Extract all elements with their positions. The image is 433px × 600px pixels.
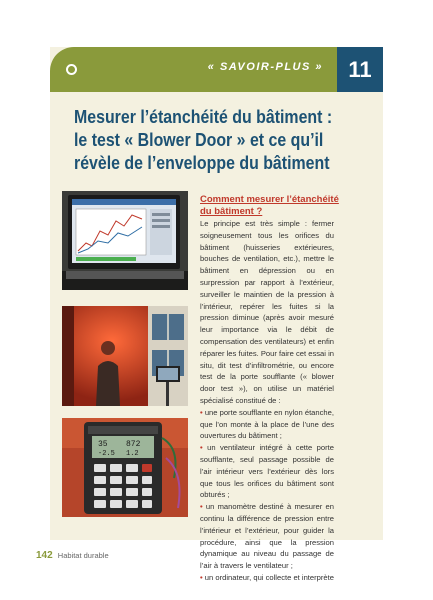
bullet-icon: • [200,572,203,582]
heading-line: Comment mesurer l’étanchéité [200,194,339,205]
manometer-photo [62,418,188,517]
page-title [74,105,375,174]
book-title: Habitat durable [57,551,109,560]
list-item [200,407,334,442]
list-item-text: un ordinateur, qui collecte et interprète [204,572,334,582]
title-line: révèle de l’enveloppe du bâtiment [74,152,330,173]
blower-door-photo [62,306,188,406]
list-item-text: une porte soufflante en nylon étanche, que l’on monte à la place de l’une des ouvertures du bâtiment ; [200,407,334,441]
page-footer [36,550,109,561]
list-item [200,501,334,572]
gauge-reading: -2.5 [98,450,115,458]
page-number: 142 [36,550,53,561]
bullet-icon: • [200,443,203,453]
list-item-text: un manomètre destiné à mesurer en continu la différence de pression entre l’intérieur et l’extérieur, pour guider la procédure, ainsi que la pression dynamique au niveau du passage de l’air à travers le ventilateur ; [200,502,334,571]
manometer-image [62,418,188,517]
title-line: le test « Blower Door » et ce qu’il [74,129,324,150]
gauge-reading: 1.2 [126,450,139,458]
list-item [200,442,334,501]
section-heading [200,194,339,218]
laptop-graph-image [62,191,188,290]
bullet-icon: • [200,407,203,417]
heading-line: du bâtiment ? [200,206,263,217]
circle-icon [66,64,77,75]
body-text [200,218,334,584]
intro-paragraph: Le principe est très simple : fermer soigneusement tous les orifices du bâtiment (huisseries extérieures, bouches de ventilation, etc.), mettre le bâtiment en dépression ou en surpression par rapport à l’extérieur, surveiller le maintien de la pression à l’intérieur, repérer les fuites si la pression diminue (après avoir mesuré leur importance via le débit de compensation des ventilateurs) et enfin réparer les fuites. Pour faire cet essai in situ, dit test d’infiltrométrie, ou encore test de la porte soufflante (« blower door test »), on utilise un matériel spécialisé constitué de : [200,219,334,405]
section-label: « SAVOIR-PLUS » [207,61,323,73]
chapter-number: 11 [337,47,383,92]
chapter-banner [50,47,383,92]
gauge-reading: 872 [126,440,141,449]
title-line: Mesurer l’étanchéité du bâtiment : [74,106,333,127]
bullet-icon: • [200,502,203,512]
gauge-reading: 35 [98,440,108,449]
list-item [200,572,334,584]
list-item-text: un ventilateur intégré à cette porte soufflante, seul passage possible de l’air intérieur vers l’extérieur dès lors que tous les orifices du bâtiment sont obturés ; [200,443,334,500]
blower-door-image [62,306,188,406]
laptop-photo [62,191,188,290]
